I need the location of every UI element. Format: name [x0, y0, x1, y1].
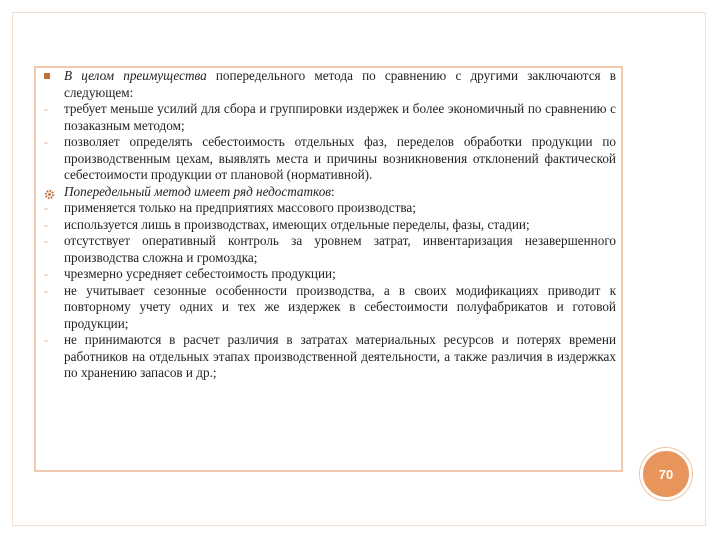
item-text: позволяет определять себестоимость отдельных фаз, переделов обработки продукции по производственным цехам, выявлять места и причины возникновения отклонений фактической себестоимости продукции от плановой (нормативной). [64, 134, 616, 182]
item-lead: Попередельный метод имеет ряд недостатков [64, 183, 332, 199]
item-text: отсутствует оперативный контроль за уровнем затрат, инвентаризация незавершенного производства сложна и громоздка; [64, 233, 616, 265]
dash-bullet-icon: - [44, 267, 48, 281]
dash-bullet-icon: - [44, 283, 48, 298]
dash-bullet-icon: - [44, 135, 48, 149]
list-item [44, 266, 616, 283]
list-item [44, 233, 616, 266]
list-item [44, 332, 616, 382]
item-text: требует меньше усилий для сбора и группировки издержек и более экономичный по сравнению с позаказным методом; [64, 101, 616, 133]
item-text: используется лишь в производствах, имеющих отдельные переделы, фазы, стадии; [64, 216, 530, 232]
item-text: не учитывает сезонные особенности производства, а в своих модификациях приводит к повторному учету одних и тех же издержек в себестоимости полуфабрикатов и готовой продукции; [64, 282, 616, 331]
dash-bullet-icon: - [44, 201, 48, 215]
dash-bullet-icon: - [44, 102, 48, 116]
text-area [44, 68, 616, 382]
item-text: : [331, 183, 335, 199]
list-item [44, 200, 616, 217]
list-item [44, 283, 616, 333]
list-item [44, 217, 616, 234]
item-text: применяется только на предприятиях массового производства; [64, 200, 416, 215]
list-item [44, 101, 616, 134]
item-lead: В целом преимущества [64, 68, 207, 83]
list-item [44, 68, 616, 101]
gear-bullet-icon [44, 184, 56, 200]
dash-bullet-icon: - [44, 217, 48, 232]
dash-bullet-icon: - [44, 234, 48, 248]
page-number-badge: 70 [640, 448, 692, 500]
list-item [44, 134, 616, 184]
item-text: чрезмерно усредняет себестоимость продукции; [64, 266, 336, 281]
dash-bullet-icon: - [44, 333, 48, 347]
square-bullet-icon [44, 68, 56, 79]
item-text: попередельного метода по сравнению с другими заключаются в следующем: [64, 68, 616, 100]
list-item [44, 184, 616, 201]
item-text: не принимаются в расчет различия в затратах материальных ресурсов и потерях времени работников на отдельных этапах производственной деятельности, а также различия в издержках по хранению запасов и др.; [64, 332, 616, 380]
